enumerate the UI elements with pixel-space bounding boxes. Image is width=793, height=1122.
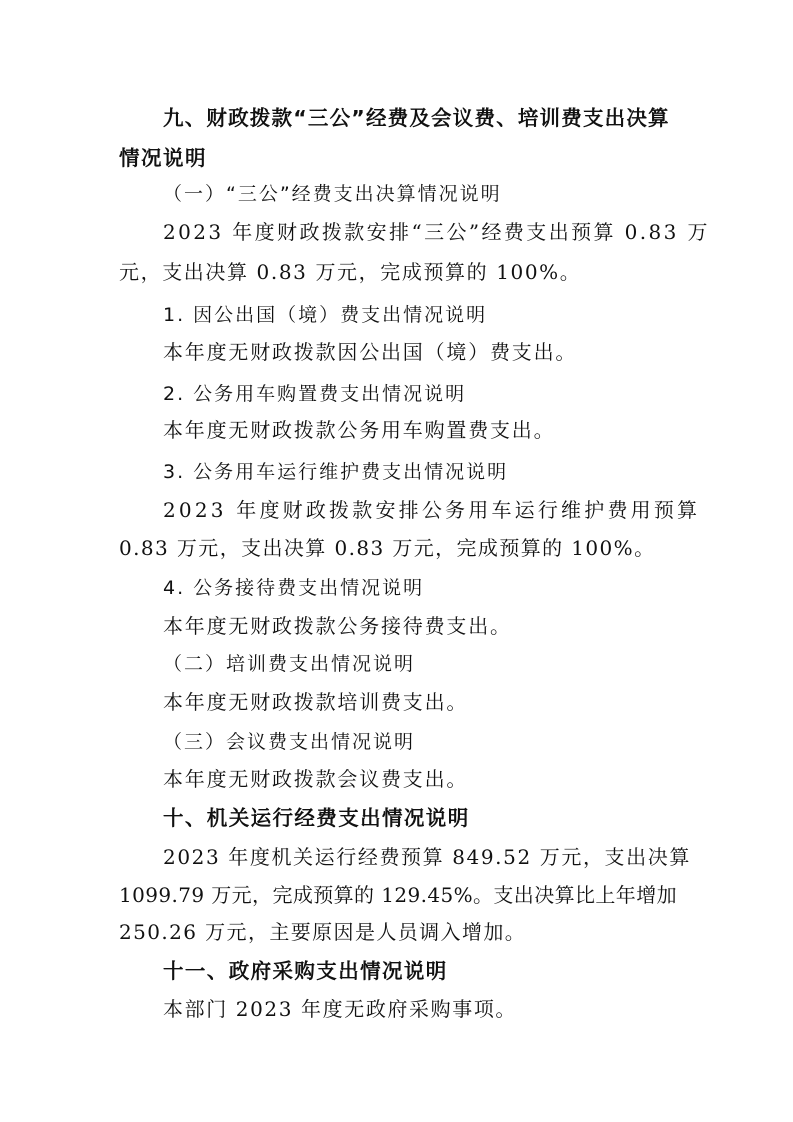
part-1-paragraph-line: 2023 年度财政拨款安排“三公”经费支出预算 0.83 万 <box>163 220 710 244</box>
section-10-paragraph-line: 250.26 万元，主要原因是人员调入增加。 <box>119 920 527 944</box>
item-1-heading: 1. 因公出国（境）费支出情况说明 <box>163 304 488 326</box>
part-2-text: 本年度无财政拨款培训费支出。 <box>163 690 469 714</box>
item-3-paragraph-line: 2023 年度财政拨款安排公务用车运行维护费用预算 <box>163 498 701 522</box>
item-4-text: 本年度无财政拨款公务接待费支出。 <box>163 614 512 638</box>
item-2-heading: 2. 公务用车购置费支出情况说明 <box>163 383 467 405</box>
section-11-heading: 十一、政府采购支出情况说明 <box>163 959 448 983</box>
item-3-heading: 3. 公务用车运行维护费支出情况说明 <box>163 461 509 483</box>
item-1-text: 本年度无财政拨款因公出国（境）费支出。 <box>163 340 578 364</box>
item-4-heading: 4. 公务接待费支出情况说明 <box>163 577 425 599</box>
part-2-heading: （二）培训费支出情况说明 <box>163 653 416 675</box>
part-1-paragraph-line: 元，支出决算 0.83 万元，完成预算的 100%。 <box>119 260 582 284</box>
section-10-paragraph-line: 1099.79 万元，完成预算的 129.45%。支出决算比上年增加 <box>119 883 678 907</box>
section-10-heading: 十、机关运行经费支出情况说明 <box>163 806 470 830</box>
part-3-heading: （三）会议费支出情况说明 <box>163 731 416 753</box>
section-9-heading: 九、财政拨款“三公”经费及会议费、培训费支出决算 <box>163 106 670 130</box>
section-11-text: 本部门 2023 年度无政府采购事项。 <box>163 997 518 1021</box>
section-9-heading-cont: 情况说明 <box>119 146 207 170</box>
item-3-paragraph-line: 0.83 万元，支出决算 0.83 万元，完成预算的 100%。 <box>119 536 656 560</box>
item-2-text: 本年度无财政拨款公务用车购置费支出。 <box>163 418 556 442</box>
part-1-heading: （一）“三公”经费支出决算情况说明 <box>163 183 502 205</box>
part-3-text: 本年度无财政拨款会议费支出。 <box>163 767 469 791</box>
section-10-paragraph-line: 2023 年度机关运行经费预算 849.52 万元，支出决算 <box>163 845 691 869</box>
